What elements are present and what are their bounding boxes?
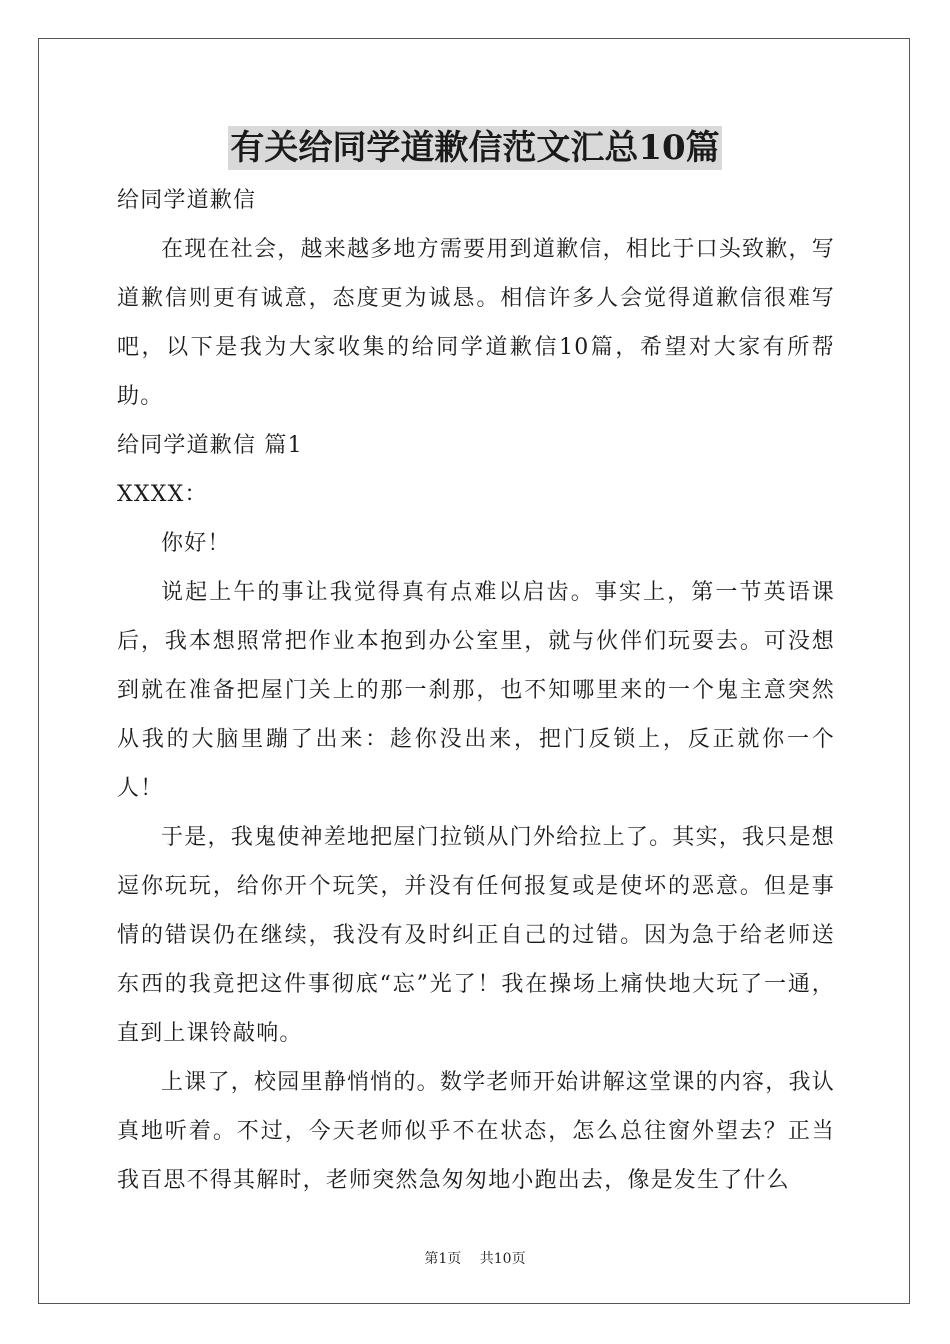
- page-footer: [0, 1248, 950, 1268]
- page-number-total: 共10页: [479, 1251, 526, 1267]
- body-paragraph-3: 上课了，校园里静悄悄的。数学老师开始讲解这堂课的内容，我认真地听着。不过，今天老师似乎不在状态，怎么总往窗外望去？正当我百思不得其解时，老师突然急匆匆地小跑出去，像是发生了什么: [117, 1070, 835, 1193]
- page-number-current: 第1页: [424, 1251, 462, 1267]
- subheading: 给同学道歉信: [117, 188, 257, 213]
- greeting: 你好！: [161, 531, 231, 556]
- document-body: [117, 176, 835, 1205]
- salutation: XXXX：: [117, 482, 208, 507]
- body-paragraph-2: 于是，我鬼使神差地把屋门拉锁从门外给拉上了。其实，我只是想逗你玩玩，给你开个玩笑，并没有任何报复或是使坏的恶意。但是事情的错误仍在继续，我没有及时纠正自己的过错。因为急于给老师送东西的我竟把这件事彻底“忘”光了！我在操场上痛快地大玩了一通，直到上课铃敲响。: [117, 825, 835, 1046]
- intro-paragraph: 在现在社会，越来越多地方需要用到道歉信，相比于口头致歉，写道歉信则更有诚意，态度更为诚恳。相信许多人会觉得道歉信很难写吧，以下是我为大家收集的给同学道歉信10篇，希望对大家有所帮助。: [117, 237, 835, 409]
- body-paragraph-1: 说起上午的事让我觉得真有点难以启齿。事实上，第一节英语课后，我本想照常把作业本抱到办公室里，就与伙伴们玩耍去。可没想到就在准备把屋门关上的那一刹那，也不知哪里来的一个鬼主意突然从我的大脑里蹦了出来：趁你没出来，把门反锁上，反正就你一个人！: [117, 580, 835, 801]
- section-heading: 给同学道歉信 篇1: [117, 433, 303, 458]
- document-title: 有关给同学道歉信范文汇总10篇: [230, 128, 720, 168]
- title-container: [0, 126, 950, 170]
